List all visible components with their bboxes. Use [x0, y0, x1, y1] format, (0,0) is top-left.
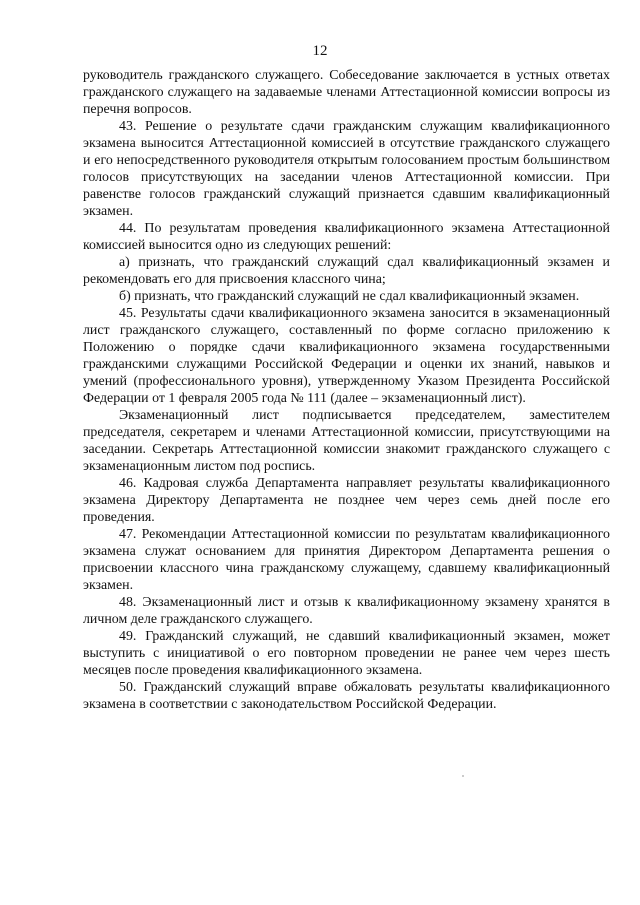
paragraph-continuation: руководитель гражданского служащего. Собеседование заключается в устных ответах гражданского служащего на задаваемые членами Аттестационной комиссии вопросы из перечня вопросов. [83, 68, 610, 117]
document-body [83, 67, 610, 713]
paragraph-47: 47. Рекомендации Аттестационной комиссии по результатам квалификационного экзамена служат основанием для принятия Директором Департамента решения о присвоении классного чина гражданскому служащему, сдавшему квалификационный экзамен. [83, 527, 610, 593]
paragraph-44-item-a: а) признать, что гражданский служащий сдал квалификационный экзамен и рекомендовать его для присвоения классного чина; [83, 255, 610, 287]
page-number: 12 [312, 43, 328, 59]
paragraph-49: 49. Гражданский служащий, не сдавший квалификационный экзамен, может выступить с инициативой о его повторном проведении не ранее чем через шесть месяцев после проведения квалификационного экзамена. [83, 629, 610, 678]
paragraph-50: 50. Гражданский служащий вправе обжаловать результаты квалификационного экзамена в соответствии с законодательством Российской Федерации. [83, 680, 610, 712]
paragraph-45: 45. Результаты сдачи квалификационного экзамена заносится в экзаменационный лист гражданского служащего, составленный по форме согласно приложению к Положению о порядке сдачи квалификационного экзамена государственными гражданскими служащими Российской Федерации и оценки их знаний, навыков и умений (профессионального уровня), утвержденному Указом Президента Российской Федерации от 1 февраля 2005 года № 111 (далее – экзаменационный лист). [83, 306, 610, 406]
paragraph-46: 46. Кадровая служба Департамента направляет результаты квалификационного экзамена Директору Департамента не позднее чем через семь дней после его проведения. [83, 476, 610, 525]
paragraph-44: 44. По результатам проведения квалификационного экзамена Аттестационной комиссией выносится одно из следующих решений: [83, 221, 610, 253]
paragraph-43: 43. Решение о результате сдачи гражданским служащим квалификационного экзамена выносится Аттестационной комиссией в отсутствие гражданского служащего и его непосредственного руководителя открытым голосованием простым большинством голосов присутствующих на заседании членов Аттестационной комиссии. При равенстве голосов гражданский служащий признается сдавшим квалификационный экзамен. [83, 119, 610, 219]
paragraph-45-continuation: Экзаменационный лист подписывается председателем, заместителем председателя, секретарем и членами Аттестационной комиссии, присутствующими на заседании. Секретарь Аттестационной комиссии знакомит гражданского служащего с экзаменационным листом под роспись. [83, 408, 610, 474]
paragraph-44-item-b: б) признать, что гражданский служащий не сдал квалификационный экзамен. [119, 289, 580, 304]
paragraph-48: 48. Экзаменационный лист и отзыв к квалификационному экзамену хранятся в личном деле гражданского служащего. [83, 595, 610, 627]
scan-speck [462, 775, 464, 777]
